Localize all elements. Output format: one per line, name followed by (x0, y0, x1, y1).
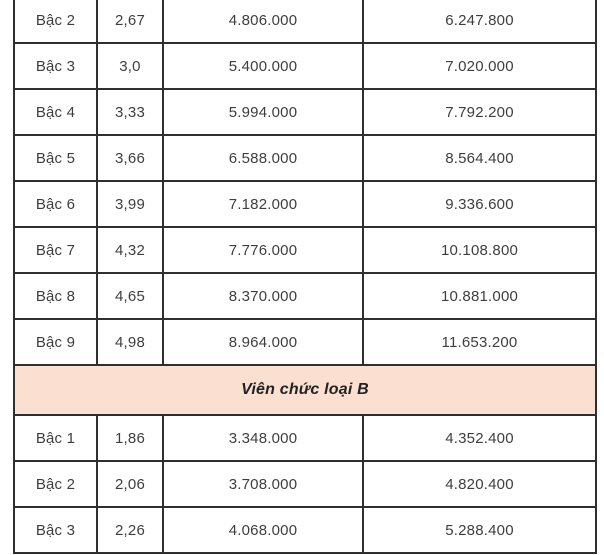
salary-cell: 7.020.000 (363, 43, 596, 89)
level-cell: Bậc 3 (14, 43, 97, 89)
table-row (14, 507, 596, 553)
salary-table-body (14, 0, 596, 553)
table-row (14, 43, 596, 89)
level-cell: Bậc 4 (14, 89, 97, 135)
level-cell: Bậc 2 (14, 0, 97, 43)
salary-cell: 7.776.000 (163, 227, 363, 273)
salary-cell: 5.288.400 (363, 507, 596, 553)
salary-cell: 7.182.000 (163, 181, 363, 227)
table-row (14, 0, 596, 43)
salary-cell: 3.708.000 (163, 461, 363, 507)
coefficient-cell: 4,32 (97, 227, 163, 273)
salary-cell: 7.792.200 (363, 89, 596, 135)
table-row (14, 135, 596, 181)
level-cell: Bậc 3 (14, 507, 97, 553)
table-row (14, 89, 596, 135)
coefficient-cell: 1,86 (97, 415, 163, 461)
salary-cell: 6.247.800 (363, 0, 596, 43)
salary-cell: 9.336.600 (363, 181, 596, 227)
salary-cell: 11.653.200 (363, 319, 596, 365)
level-cell: Bậc 9 (14, 319, 97, 365)
salary-cell: 6.588.000 (163, 135, 363, 181)
level-cell: Bậc 2 (14, 461, 97, 507)
coefficient-cell: 2,26 (97, 507, 163, 553)
level-cell: Bậc 5 (14, 135, 97, 181)
coefficient-cell: 2,06 (97, 461, 163, 507)
salary-cell: 5.400.000 (163, 43, 363, 89)
table-row (14, 227, 596, 273)
level-cell: Bậc 6 (14, 181, 97, 227)
salary-cell: 4.352.400 (363, 415, 596, 461)
level-cell: Bậc 8 (14, 273, 97, 319)
salary-cell: 10.881.000 (363, 273, 596, 319)
table-row (14, 319, 596, 365)
salary-cell: 4.806.000 (163, 0, 363, 43)
salary-cell: 5.994.000 (163, 89, 363, 135)
coefficient-cell: 3,99 (97, 181, 163, 227)
salary-cell: 8.964.000 (163, 319, 363, 365)
table-row (14, 461, 596, 507)
coefficient-cell: 4,65 (97, 273, 163, 319)
coefficient-cell: 4,98 (97, 319, 163, 365)
table-row (14, 181, 596, 227)
coefficient-cell: 3,66 (97, 135, 163, 181)
salary-cell: 10.108.800 (363, 227, 596, 273)
level-cell: Bậc 1 (14, 415, 97, 461)
level-cell: Bậc 7 (14, 227, 97, 273)
salary-cell: 4.068.000 (163, 507, 363, 553)
table-row (14, 273, 596, 319)
coefficient-cell: 2,67 (97, 0, 163, 43)
salary-cell: 8.564.400 (363, 135, 596, 181)
table-row (14, 415, 596, 461)
coefficient-cell: 3,33 (97, 89, 163, 135)
salary-table (13, 0, 597, 554)
salary-cell: 3.348.000 (163, 415, 363, 461)
section-header-cell: Viên chức loại B (14, 365, 596, 415)
section-header-row (14, 365, 596, 415)
coefficient-cell: 3,0 (97, 43, 163, 89)
salary-cell: 8.370.000 (163, 273, 363, 319)
salary-cell: 4.820.400 (363, 461, 596, 507)
